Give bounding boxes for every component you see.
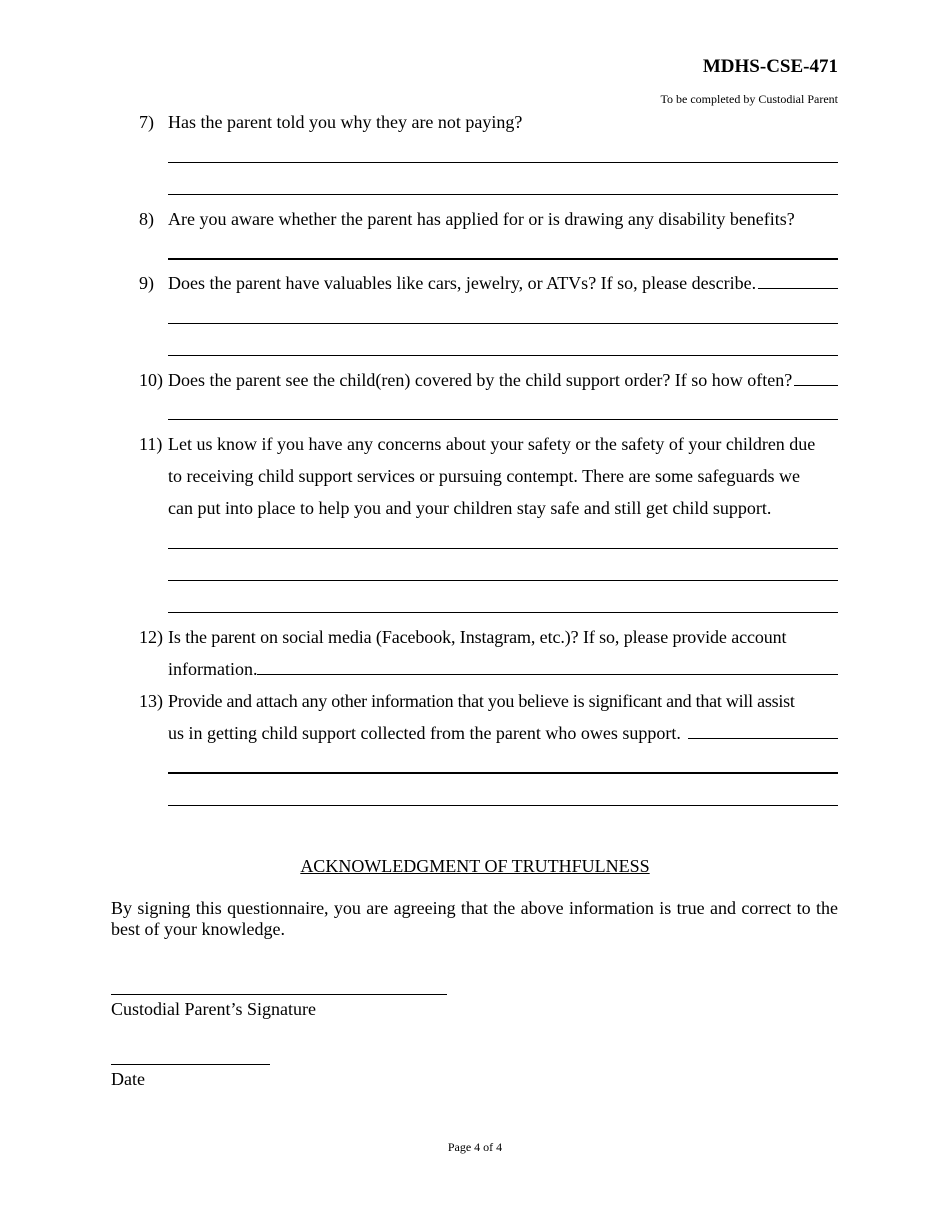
question-10-inline-blank[interactable] <box>794 370 838 386</box>
signature-line[interactable] <box>111 994 447 995</box>
acknowledgment-title-text: ACKNOWLEDGMENT OF TRUTHFULNESS <box>300 856 650 876</box>
acknowledgment-text: By signing this questionnaire, you are agreeing that the above information is true and correct to the best of your knowledge. <box>111 898 838 939</box>
question-10-row <box>168 370 838 390</box>
question-7-text: Has the parent told you why they are not paying? <box>168 112 523 132</box>
question-13-answer-line-2[interactable] <box>168 805 838 806</box>
question-11-text-line-2: to receiving child support services or pursuing contempt. There are some safeguards we <box>168 466 800 486</box>
question-13-text-line-1: Provide and attach any other information that you believe is significant and that will assist <box>168 691 795 711</box>
question-12-text-line-1: Is the parent on social media (Facebook, Instagram, etc.)? If so, please provide account <box>168 627 787 647</box>
question-13-inline-blank[interactable] <box>688 723 838 739</box>
question-13-number: 13) <box>139 691 163 711</box>
question-10-text: Does the parent see the child(ren) covered by the child support order? If so how often? <box>168 370 793 390</box>
question-10-answer-line[interactable] <box>168 419 838 420</box>
question-7-number: 7) <box>139 112 154 132</box>
question-12-inline-blank[interactable] <box>257 659 838 675</box>
question-12-text-line-2: information. <box>168 659 258 679</box>
signature-label: Custodial Parent’s Signature <box>111 999 316 1019</box>
question-11-text-line-1: Let us know if you have any concerns about your safety or the safety of your children due <box>168 434 816 454</box>
question-11-text-line-3: can put into place to help you and your children stay safe and still get child support. <box>168 498 772 518</box>
question-11-answer-line-3[interactable] <box>168 612 838 613</box>
acknowledgment-title <box>0 856 950 877</box>
question-7-answer-line-1[interactable] <box>168 162 838 163</box>
question-9-inline-blank[interactable] <box>758 273 838 289</box>
date-label: Date <box>111 1069 145 1089</box>
question-12-number: 12) <box>139 627 163 647</box>
form-subtitle: To be completed by Custodial Parent <box>660 92 838 106</box>
date-line[interactable] <box>111 1064 270 1065</box>
question-8-answer-line[interactable] <box>168 258 838 260</box>
question-9-text: Does the parent have valuables like cars, jewelry, or ATVs? If so, please describe. <box>168 273 757 293</box>
question-9-answer-line-1[interactable] <box>168 323 838 324</box>
question-8-number: 8) <box>139 209 154 229</box>
question-9-number: 9) <box>139 273 154 293</box>
question-11-number: 11) <box>139 434 163 454</box>
question-13-answer-line-1[interactable] <box>168 772 838 774</box>
question-11-answer-line-2[interactable] <box>168 580 838 581</box>
form-id: MDHS-CSE-471 <box>702 56 838 77</box>
question-10-number: 10) <box>139 370 163 390</box>
question-9-answer-line-2[interactable] <box>168 355 838 356</box>
question-13-text-line-2: us in getting child support collected from the parent who owes support. <box>168 723 681 743</box>
question-8-text: Are you aware whether the parent has applied for or is drawing any disability benefits? <box>168 209 795 229</box>
question-13-row-2 <box>168 723 838 743</box>
question-7-answer-line-2[interactable] <box>168 194 838 195</box>
page-number: Page 4 of 4 <box>447 1140 503 1154</box>
question-11-answer-line-1[interactable] <box>168 548 838 549</box>
question-9-row <box>168 273 838 293</box>
question-12-row-2 <box>168 659 838 679</box>
